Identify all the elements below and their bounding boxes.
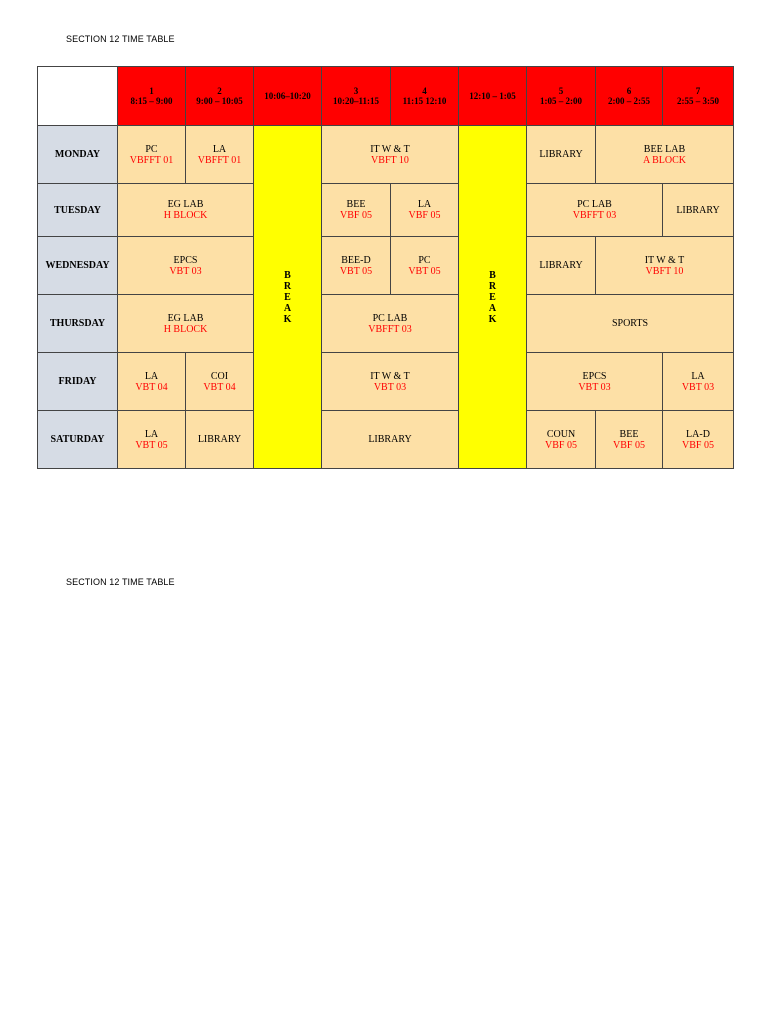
section-title: SECTION 12 TIME TABLE bbox=[66, 34, 175, 44]
class-cell: LA VBT 03 bbox=[663, 353, 734, 411]
class-cell: LA VBF 05 bbox=[391, 184, 459, 237]
class-cell: BEE VBF 05 bbox=[322, 184, 391, 237]
class-cell: BEE VBF 05 bbox=[596, 411, 663, 469]
day-row-wednesday bbox=[38, 237, 734, 295]
day-row-thursday bbox=[38, 295, 734, 353]
class-cell: COUN VBF 05 bbox=[527, 411, 596, 469]
day-label: WEDNESDAY bbox=[38, 237, 118, 295]
class-cell: COI VBT 04 bbox=[186, 353, 254, 411]
break-header: 12:10 – 1:05 bbox=[459, 67, 527, 126]
class-cell: BEE LAB A BLOCK bbox=[596, 126, 734, 184]
class-cell: LIBRARY bbox=[322, 411, 459, 469]
class-cell: BEE-D VBT 05 bbox=[322, 237, 391, 295]
class-cell: PC LAB VBFFT 03 bbox=[527, 184, 663, 237]
day-row-tuesday bbox=[38, 184, 734, 237]
period-header: 3 10:20–11:15 bbox=[322, 67, 391, 126]
class-cell: LIBRARY bbox=[527, 237, 596, 295]
day-label: MONDAY bbox=[38, 126, 118, 184]
period-header: 7 2:55 – 3:50 bbox=[663, 67, 734, 126]
section-title: SECTION 12 TIME TABLE bbox=[66, 577, 175, 587]
period-header: 5 1:05 – 2:00 bbox=[527, 67, 596, 126]
corner-cell bbox=[38, 67, 118, 126]
timetable bbox=[37, 66, 734, 469]
class-cell: LA VBFFT 01 bbox=[186, 126, 254, 184]
day-label: FRIDAY bbox=[38, 353, 118, 411]
class-cell: IT W & T VBT 03 bbox=[322, 353, 459, 411]
class-cell: EPCS VBT 03 bbox=[527, 353, 663, 411]
class-cell: IT W & T VBFT 10 bbox=[322, 126, 459, 184]
class-cell: SPORTS bbox=[527, 295, 734, 353]
period-header: 2 9:00 – 10:05 bbox=[186, 67, 254, 126]
day-row-monday bbox=[38, 126, 734, 184]
day-label: TUESDAY bbox=[38, 184, 118, 237]
period-header: 4 11:15 12:10 bbox=[391, 67, 459, 126]
class-cell: LA-D VBF 05 bbox=[663, 411, 734, 469]
class-cell: LA VBT 04 bbox=[118, 353, 186, 411]
break-column: B R E A K bbox=[459, 126, 527, 469]
class-cell: EPCS VBT 03 bbox=[118, 237, 254, 295]
class-cell: LA VBT 05 bbox=[118, 411, 186, 469]
class-cell: PC VBFFT 01 bbox=[118, 126, 186, 184]
period-header: 1 8:15 – 9:00 bbox=[118, 67, 186, 126]
day-row-saturday bbox=[38, 411, 734, 469]
class-cell: EG LAB H BLOCK bbox=[118, 184, 254, 237]
break-header: 10:06–10:20 bbox=[254, 67, 322, 126]
break-column: B R E A K bbox=[254, 126, 322, 469]
class-cell: LIBRARY bbox=[186, 411, 254, 469]
class-cell: LIBRARY bbox=[663, 184, 734, 237]
class-cell: IT W & T VBFT 10 bbox=[596, 237, 734, 295]
day-label: THURSDAY bbox=[38, 295, 118, 353]
class-cell: PC LAB VBFFT 03 bbox=[322, 295, 459, 353]
day-row-friday bbox=[38, 353, 734, 411]
header-row bbox=[38, 67, 734, 126]
day-label: SATURDAY bbox=[38, 411, 118, 469]
class-cell: EG LAB H BLOCK bbox=[118, 295, 254, 353]
class-cell: LIBRARY bbox=[527, 126, 596, 184]
class-cell: PC VBT 05 bbox=[391, 237, 459, 295]
period-header: 6 2:00 – 2:55 bbox=[596, 67, 663, 126]
